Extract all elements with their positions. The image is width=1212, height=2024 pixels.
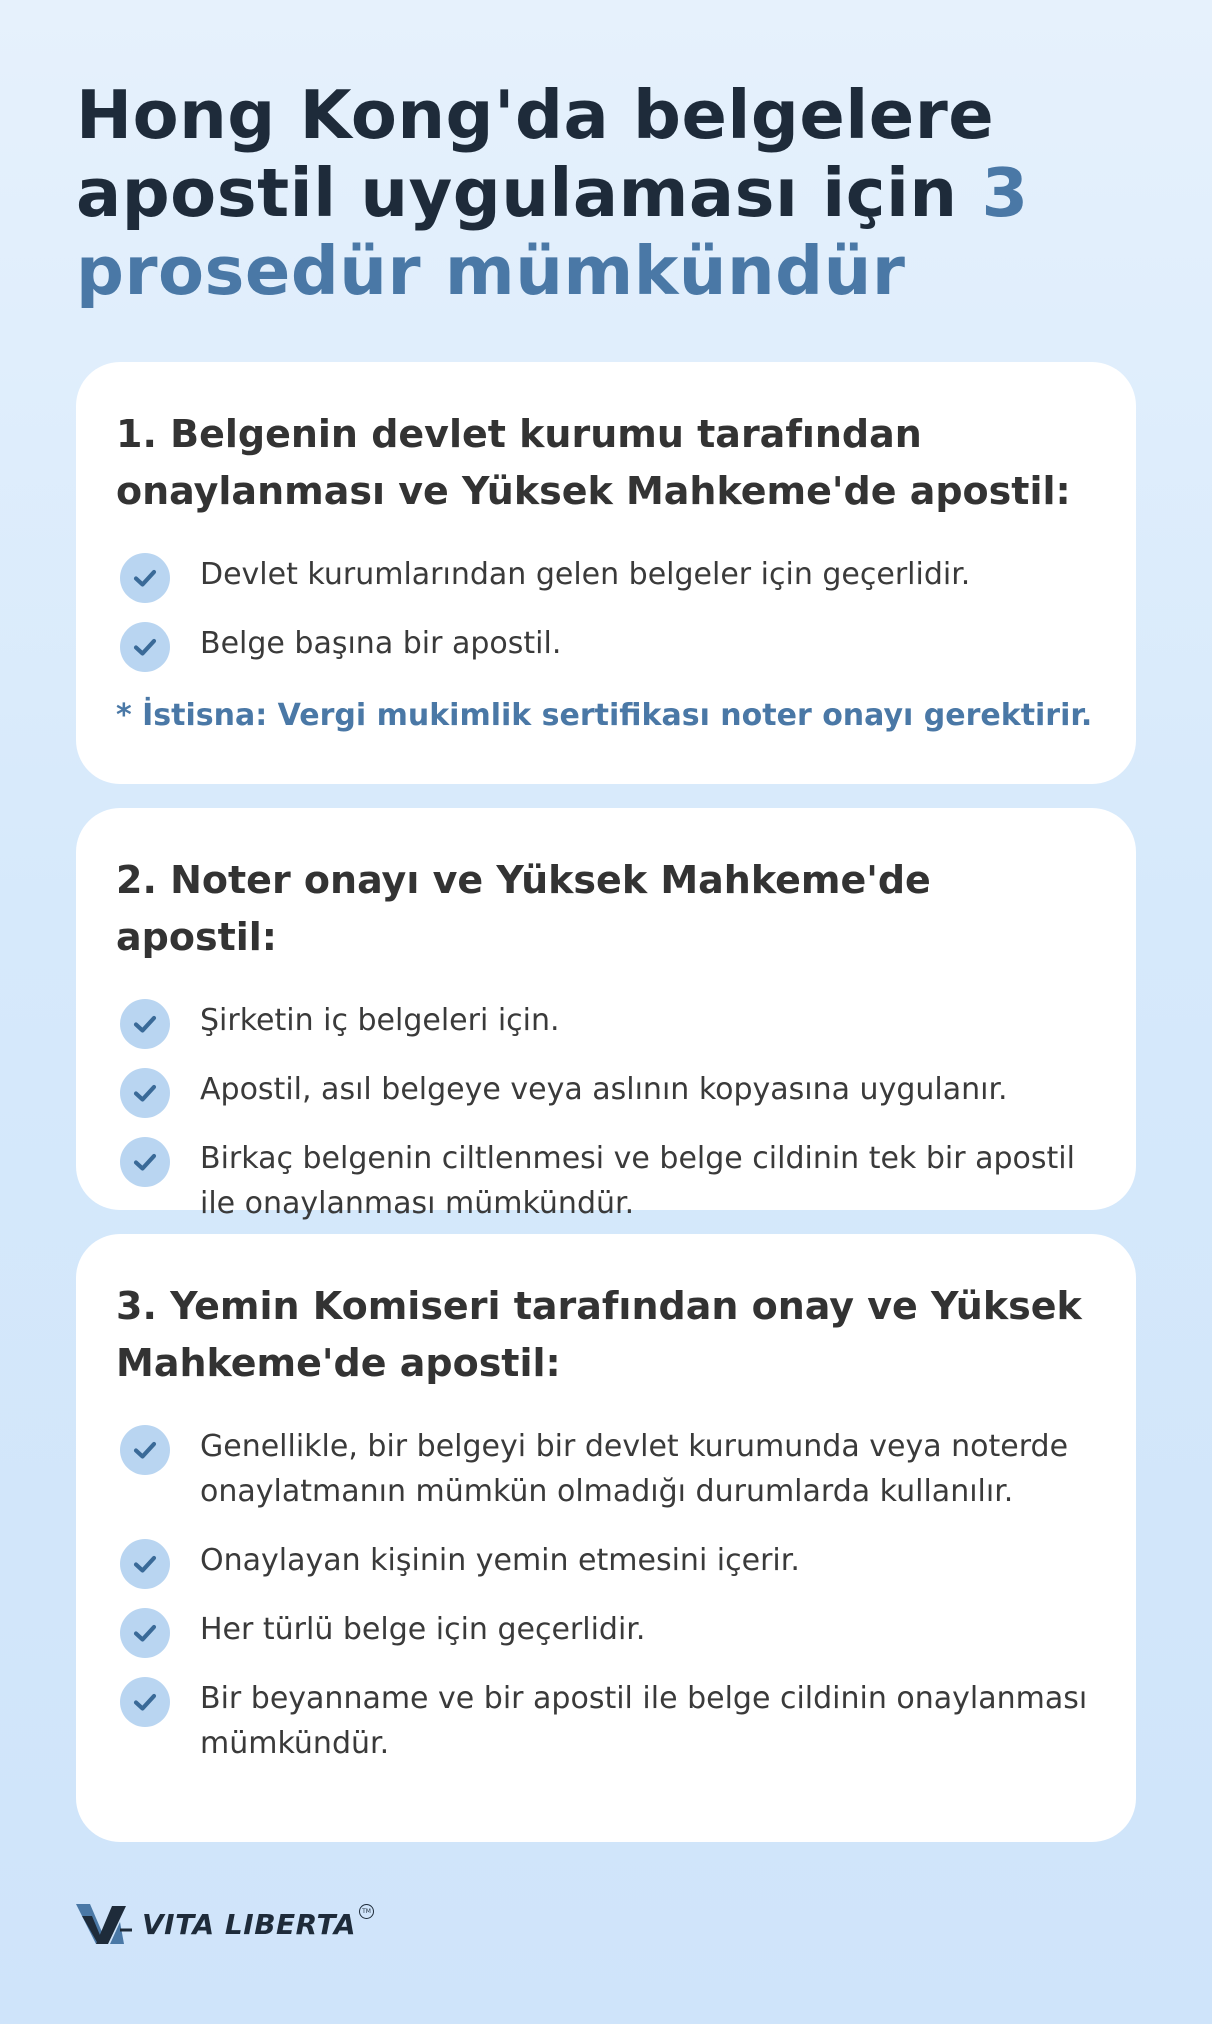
check-icon (120, 1539, 170, 1589)
check-icon (120, 553, 170, 603)
trademark-mark: TM (359, 1904, 374, 1919)
procedure-list (116, 1424, 1096, 1766)
item-text: Belge başına bir apostil. (200, 626, 562, 661)
check-icon (120, 1608, 170, 1658)
brand-name: VITA LIBERTA (142, 1907, 357, 1941)
item-text: Onaylayan kişinin yemin etmesini içerir. (200, 1543, 800, 1578)
list-item (116, 552, 1096, 597)
check-icon (120, 1425, 170, 1475)
procedure-list (116, 998, 1096, 1226)
procedure-heading: 2. Noter onayı ve Yüksek Mahkeme'de apostil: (116, 858, 931, 959)
exception-note: * İstisna: Vergi mukimlik sertifikası noter onayı gerektirir. (116, 698, 1093, 733)
list-item (116, 1676, 1096, 1766)
procedure-list (116, 552, 1096, 666)
list-item (116, 1136, 1096, 1226)
vita-liberta-logo-icon (76, 1902, 132, 1946)
list-item (116, 998, 1096, 1043)
item-text: Bir beyanname ve bir apostil ile belge cildinin onaylanması mümkündür. (200, 1681, 1088, 1761)
item-text: Her türlü belge için geçerlidir. (200, 1612, 646, 1647)
check-icon (120, 1137, 170, 1187)
list-item (116, 1607, 1096, 1652)
brand-logo (76, 1902, 374, 1946)
item-text: Genellikle, bir belgeyi bir devlet kurumunda veya noterde onaylatmanın mümkün olmadığı durumlarda kullanılır. (200, 1429, 1069, 1509)
page-title (76, 76, 1076, 310)
procedure-card-2 (76, 808, 1136, 1221)
check-icon (120, 622, 170, 672)
item-text: Apostil, asıl belgeye veya aslının kopyasına uygulanır. (200, 1072, 1008, 1107)
title-accent: 3 prosedür mümkündür (76, 154, 1029, 310)
list-item (116, 621, 1096, 666)
list-item (116, 1067, 1096, 1112)
procedure-heading: 1. Belgenin devlet kurumu tarafından onaylanması ve Yüksek Mahkeme'de apostil: (116, 412, 1071, 513)
item-text: Şirketin iç belgeleri için. (200, 1003, 560, 1038)
procedure-heading: 3. Yemin Komiseri tarafından onay ve Yüksek Mahkeme'de apostil: (116, 1284, 1082, 1385)
item-text: Birkaç belgenin ciltlenmesi ve belge cildinin tek bir apostil ile onaylanması mümkündür. (200, 1141, 1075, 1221)
list-item (116, 1538, 1096, 1583)
procedure-card-3 (76, 1234, 1136, 1842)
check-icon (120, 1677, 170, 1727)
procedure-card-1 (76, 362, 1136, 784)
title-main: Hong Kong'da belgelere apostil uygulaması için (76, 76, 995, 232)
list-item (116, 1424, 1096, 1514)
item-text: Devlet kurumlarından gelen belgeler için geçerlidir. (200, 557, 971, 592)
check-icon (120, 999, 170, 1049)
check-icon (120, 1068, 170, 1118)
